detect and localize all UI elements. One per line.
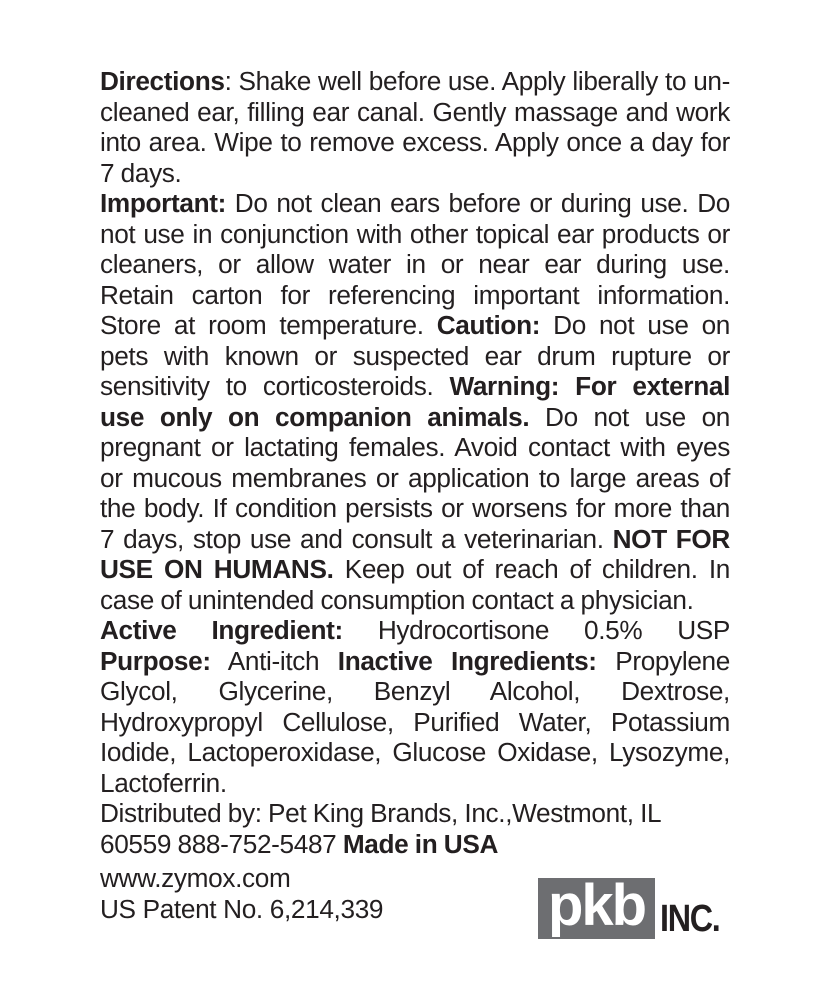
purpose-label: Purpose:: [100, 645, 211, 676]
website-text: www.zymox.com: [100, 863, 291, 893]
pkb-logo: [538, 873, 738, 944]
directions-text: : Shake well before use. Apply liberally to un-cleaned ear, filling ear canal. Gently massage and work into area. Wipe to remove excess. Apply once a day for 7 days.: [100, 66, 730, 188]
product-label-text: [100, 66, 730, 859]
important-text: Do not clean ears before or during use. Do not use in conjunction with other topical ear products or cleaners, or allow water in or near ear during use. Retain carton for referencing important information. Store at room temperature.: [100, 188, 730, 340]
pkb-logo-box: [538, 873, 655, 939]
inactive-ingredients-text: Propylene Glycol, Glycerine, Benzyl Alcohol, Dextrose, Hydroxypropyl Cellulose, Purified Water, Potassium Iodide, Lactoperoxidase, Glucose Oxidase, Lysozyme, Lactoferrin.: [100, 645, 730, 798]
keep-out-text: Keep out of reach of children. In case of unintended consumption contact a physician.: [100, 554, 731, 615]
caution-label: Caution:: [436, 310, 541, 340]
not-for-humans-label: NOT FOR USE ON HUMANS.: [100, 523, 730, 584]
important-paragraph: [100, 188, 730, 615]
directions-paragraph: [100, 66, 730, 188]
made-in-usa-label: Made in USA: [342, 828, 499, 859]
inactive-ingredients-label: Inactive Ingredients:: [337, 645, 597, 676]
pkb-logo-mark: pkb: [547, 873, 646, 938]
active-ingredient-text: Hydrocortisone 0.5% USP: [342, 615, 731, 645]
purpose-text: Anti-itch: [210, 645, 338, 676]
pkb-logo-suffix: INC.: [660, 898, 720, 940]
distributor-paragraph: [100, 798, 730, 859]
warning-label: Warning: For external use only on companion animals.: [100, 371, 731, 432]
ingredients-paragraph: [100, 615, 730, 798]
active-ingredient-label: Active Ingredient:: [100, 615, 343, 645]
distributor-text: Distributed by: Pet King Brands, Inc.,Westmont, IL 60559 888-752-5487: [100, 798, 661, 859]
caution-text: Do not use on pets with known or suspected ear drum rupture or sensitivity to corticosteroids.: [100, 310, 731, 401]
important-label: Important:: [100, 188, 226, 218]
warning-text: Do not use on pregnant or lactating females. Avoid contact with eyes or mucous membranes or application to large areas of the body. If condition persists or worsens for more than 7 days, stop use and consult a veterinarian.: [100, 401, 730, 554]
directions-label: Directions: [100, 66, 225, 96]
patent-text: US Patent No. 6,214,339: [100, 894, 384, 924]
